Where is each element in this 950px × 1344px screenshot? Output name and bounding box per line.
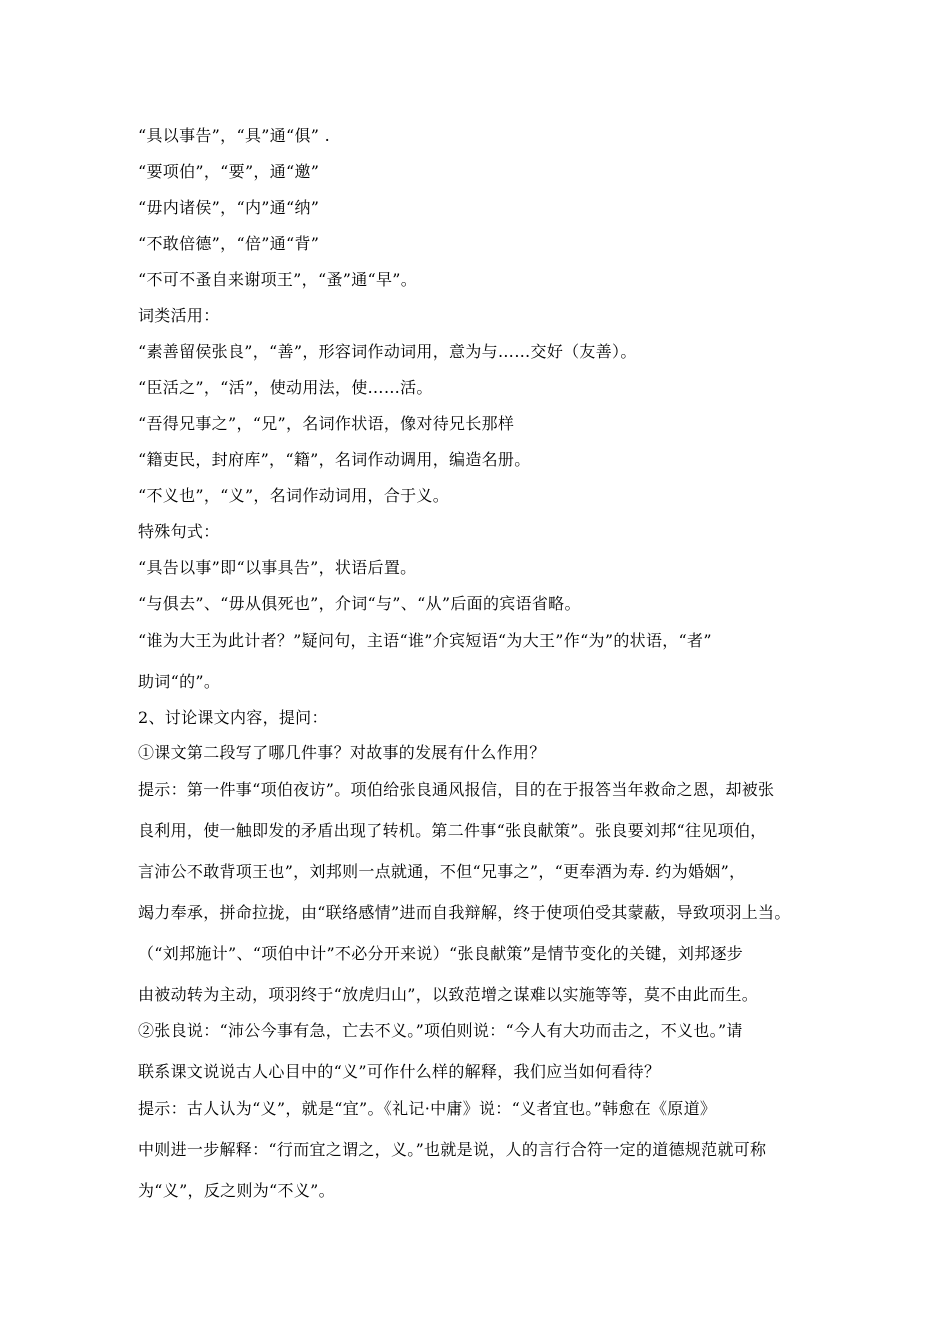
text-line: 提示：古人认为“义”，就是“宜”。《礼记·中庸》说：“义者宜也。”韩愈在《原道》: [138, 1099, 717, 1118]
text-line: “籍吏民，封府库”，“籍”，名词作动调用，编造名册。: [138, 450, 531, 469]
text-line: 言沛公不敢背项王也”，刘邦则一点就通，不但“兄事之”，“更奉酒为寿. 约为婚姻”，: [138, 862, 746, 881]
section-heading: 词类活用：: [138, 306, 220, 325]
text-line: （“刘邦施计”、“项伯中计”不必分开来说）“张良献策”是情节变化的关键，刘邦逐步: [138, 944, 744, 963]
text-line: 助词“的”。: [138, 672, 221, 691]
text-line: 良利用，使一触即发的矛盾出现了转机。第二件事“张良献策”。张良要刘邦“往见项伯，: [138, 821, 767, 840]
text-line: “谁为大王为此计者？”疑问句，主语“谁”介宾短语“为大王”作“为”的状语，“者”: [138, 631, 712, 650]
text-line: “素善留侯张良”，“善”，形容词作动词用，意为与……交好（友善）。: [138, 342, 637, 361]
question-line: ②张良说：“沛公今事有急，亡去不义。”项伯则说：“今人有大功而击之，不义也。”请: [138, 1021, 743, 1040]
section-heading: 特殊句式：: [138, 522, 220, 541]
text-line: “要项伯”，“要”，通“邀”: [138, 162, 320, 181]
text-line: “毋内诸侯”，“内”通“纳”: [138, 198, 320, 217]
text-line: 提示：第一件事“项伯夜访”。项伯给张良通风报信，目的在于报答当年救命之恩，却被张: [138, 780, 775, 799]
section-heading: 2、讨论课文内容，提问：: [138, 708, 328, 727]
text-line: 为“义”，反之则为“不义”。: [138, 1181, 335, 1200]
text-line: “不敢倍德”，“倍”通“背”: [138, 234, 320, 253]
text-line: 联系课文说说古人心目中的“义”可作什么样的解释，我们应当如何看待？: [138, 1062, 661, 1081]
text-line: “不可不蚤自来谢项王”，“蚤”通“早”。: [138, 270, 418, 289]
text-line: “具以事告”，“具”通“俱” .: [138, 126, 331, 145]
text-line: 竭力奉承，拼命拉拢，由“联络感情”进而自我辩解，终于使项伯受其蒙蔽，导致项羽上当。: [138, 903, 791, 922]
text-line: “吾得兄事之”，“兄”，名词作状语，像对待兄长那样: [138, 414, 515, 433]
question-line: ①课文第二段写了哪几件事？对故事的发展有什么作用？: [138, 743, 546, 762]
text-line: “不义也”，“义”，名词作动词用，合于义。: [138, 486, 450, 505]
text-line: “臣活之”，“活”，使动用法，使……活。: [138, 378, 433, 397]
text-line: 中则进一步解释：“行而宜之谓之，义。”也就是说，人的言行合符一定的道德规范就可称: [138, 1140, 767, 1159]
text-line: 由被动转为主动，项羽终于“放虎归山”，以致范增之谋难以实施等等，莫不由此而生。: [138, 985, 759, 1004]
text-line: “具告以事”即“以事具告”，状语后置。: [138, 558, 417, 577]
text-line: “与俱去”、“毋从俱死也”，介词“与”、“从”后面的宾语省略。: [138, 594, 581, 613]
